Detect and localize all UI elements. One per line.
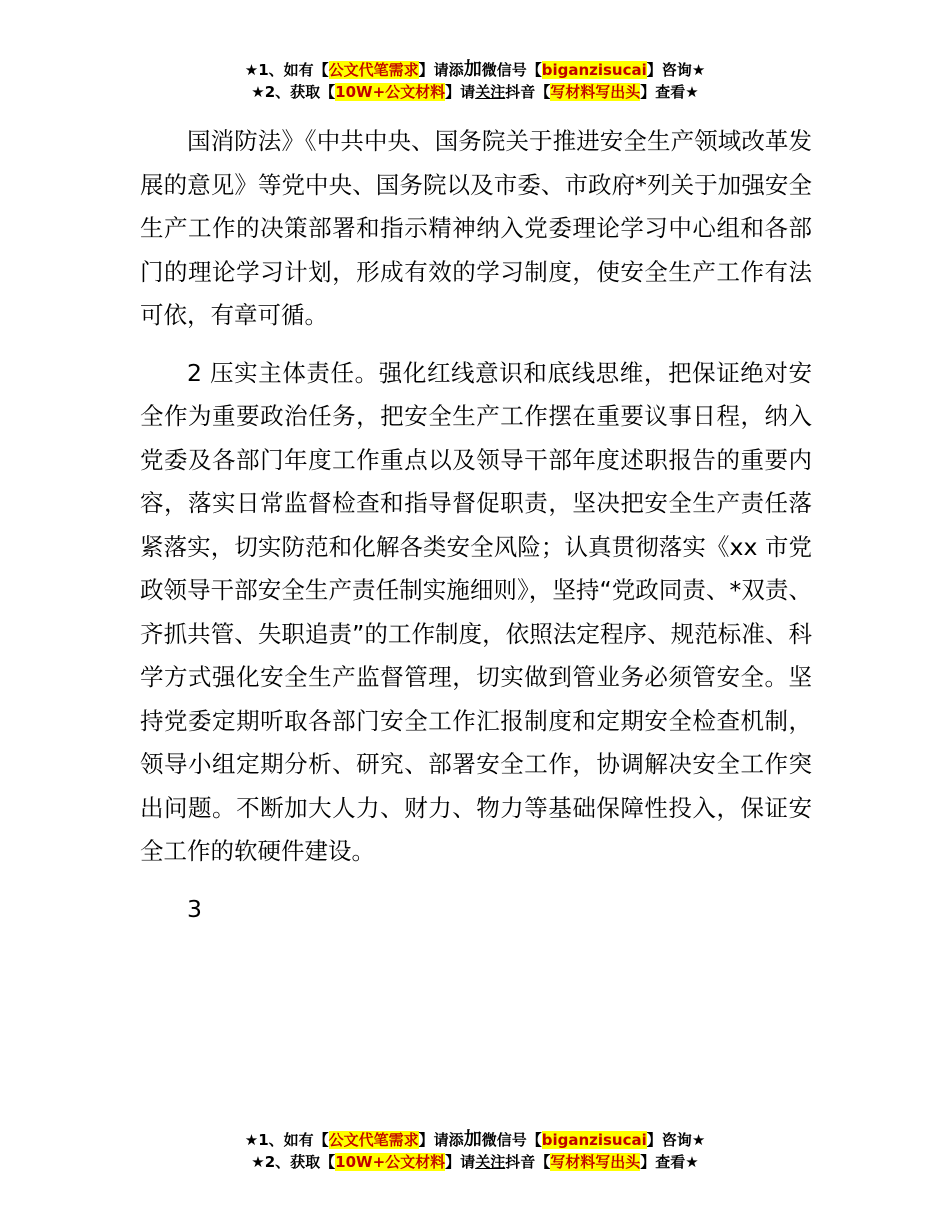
banner-text: 请 [460,1153,476,1171]
bracket: 】 [640,1153,656,1171]
banner-text: 请 [460,83,476,101]
bracket: 【 [535,1153,551,1171]
bracket: 【 [313,1131,329,1149]
highlight-wechat-id: biganzisucai [541,61,647,79]
banner-text: 微信号 [481,61,527,79]
highlight-materials: 10W+公文材料 [335,83,446,101]
banner-text: 1、如有 [258,61,314,79]
banner-text-large: 加 [463,59,482,80]
banner-line-2 [0,1151,950,1173]
banner-text-underlined: 关注 [475,1153,506,1171]
star-icon: ★ [691,1131,706,1149]
paragraph-item-3: 3 [187,894,202,923]
bracket: 【 [313,61,329,79]
banner-text: 抖音 [505,1153,536,1171]
bracket: 【 [535,83,551,101]
highlight-materials: 10W+公文材料 [335,1153,446,1171]
star-icon: ★ [685,83,699,101]
banner-line-2 [0,81,950,103]
banner-text-underlined: 关注 [475,83,506,101]
header-banner [0,59,950,103]
paragraph-continuation: 国消防法》《中共中央、国务院关于推进安全生产领域改革发展的意见》等党中央、国务院以及市委、市政府*列关于加强安全生产工作的决策部署和指示精神纳入党委理论学习中心组和各部门的理论学习计划，形成有效的学习制度，使安全生产工作有法可依，有章可循。 [140,127,812,329]
star-icon: ★ [244,1131,259,1149]
banner-line-1 [0,59,950,81]
banner-text: 请添 [433,1131,464,1149]
banner-text: 咨询 [661,1131,692,1149]
footer-banner [0,1129,950,1173]
banner-text: 咨询 [661,61,692,79]
banner-line-1 [0,1129,950,1151]
star-icon: ★ [691,61,706,79]
bracket: 【 [526,1131,542,1149]
banner-text: 2、获取 [264,83,321,101]
banner-text: 2、获取 [264,1153,321,1171]
bracket: 【 [320,1153,336,1171]
banner-text: 请添 [433,61,464,79]
document-body [140,120,812,945]
bracket: 】 [640,83,656,101]
bracket: 【 [526,61,542,79]
star-icon: ★ [251,1153,265,1171]
bracket: 【 [320,83,336,101]
star-icon: ★ [685,1153,699,1171]
banner-text: 抖音 [505,83,536,101]
highlight-douyin-account: 写材料写出头 [550,1153,641,1171]
bracket: 】 [445,83,461,101]
banner-text: 查看 [655,83,686,101]
star-icon: ★ [244,61,259,79]
highlight-ghostwriting: 公文代笔需求 [328,61,419,79]
star-icon: ★ [251,83,265,101]
bracket: 】 [418,1131,434,1149]
bracket: 】 [445,1153,461,1171]
banner-text-large: 加 [463,1129,482,1150]
banner-text: 微信号 [481,1131,527,1149]
bracket: 】 [646,1131,662,1149]
highlight-ghostwriting: 公文代笔需求 [328,1131,419,1149]
paragraph-responsibility: 2 压实主体责任。强化红线意识和底线思维，把保证绝对安全作为重要政治任务，把安全生产工作摆在重要议事日程，纳入党委及各部门年度工作重点以及领导干部年度述职报告的重要内容，落实日常监督检查和指导督促职责，坚决把安全生产责任落紧落实，切实防范和化解各类安全风险；认真贯彻落实《xx 市党政领导干部安全生产责任制实施细则》，坚持“党政同责、*双责、齐抓共管、失职追责”的工作制度，依照法定程序、规范标准、科学方式强化安全生产监督管理，切实做到管业务必须管安全。坚持党委定期听取各部门安全工作汇报制度和定期安全检查机制，领导小组定期分析、研究、部署安全工作，协调解决安全工作突出问题。不断加大人力、财力、物力等基础保障性投入，保证安全工作的软硬件建设。 [140,358,812,865]
banner-text: 查看 [655,1153,686,1171]
banner-text: 1、如有 [258,1131,314,1149]
bracket: 】 [646,61,662,79]
highlight-douyin-account: 写材料写出头 [550,83,641,101]
bracket: 】 [418,61,434,79]
highlight-wechat-id: biganzisucai [541,1131,647,1149]
